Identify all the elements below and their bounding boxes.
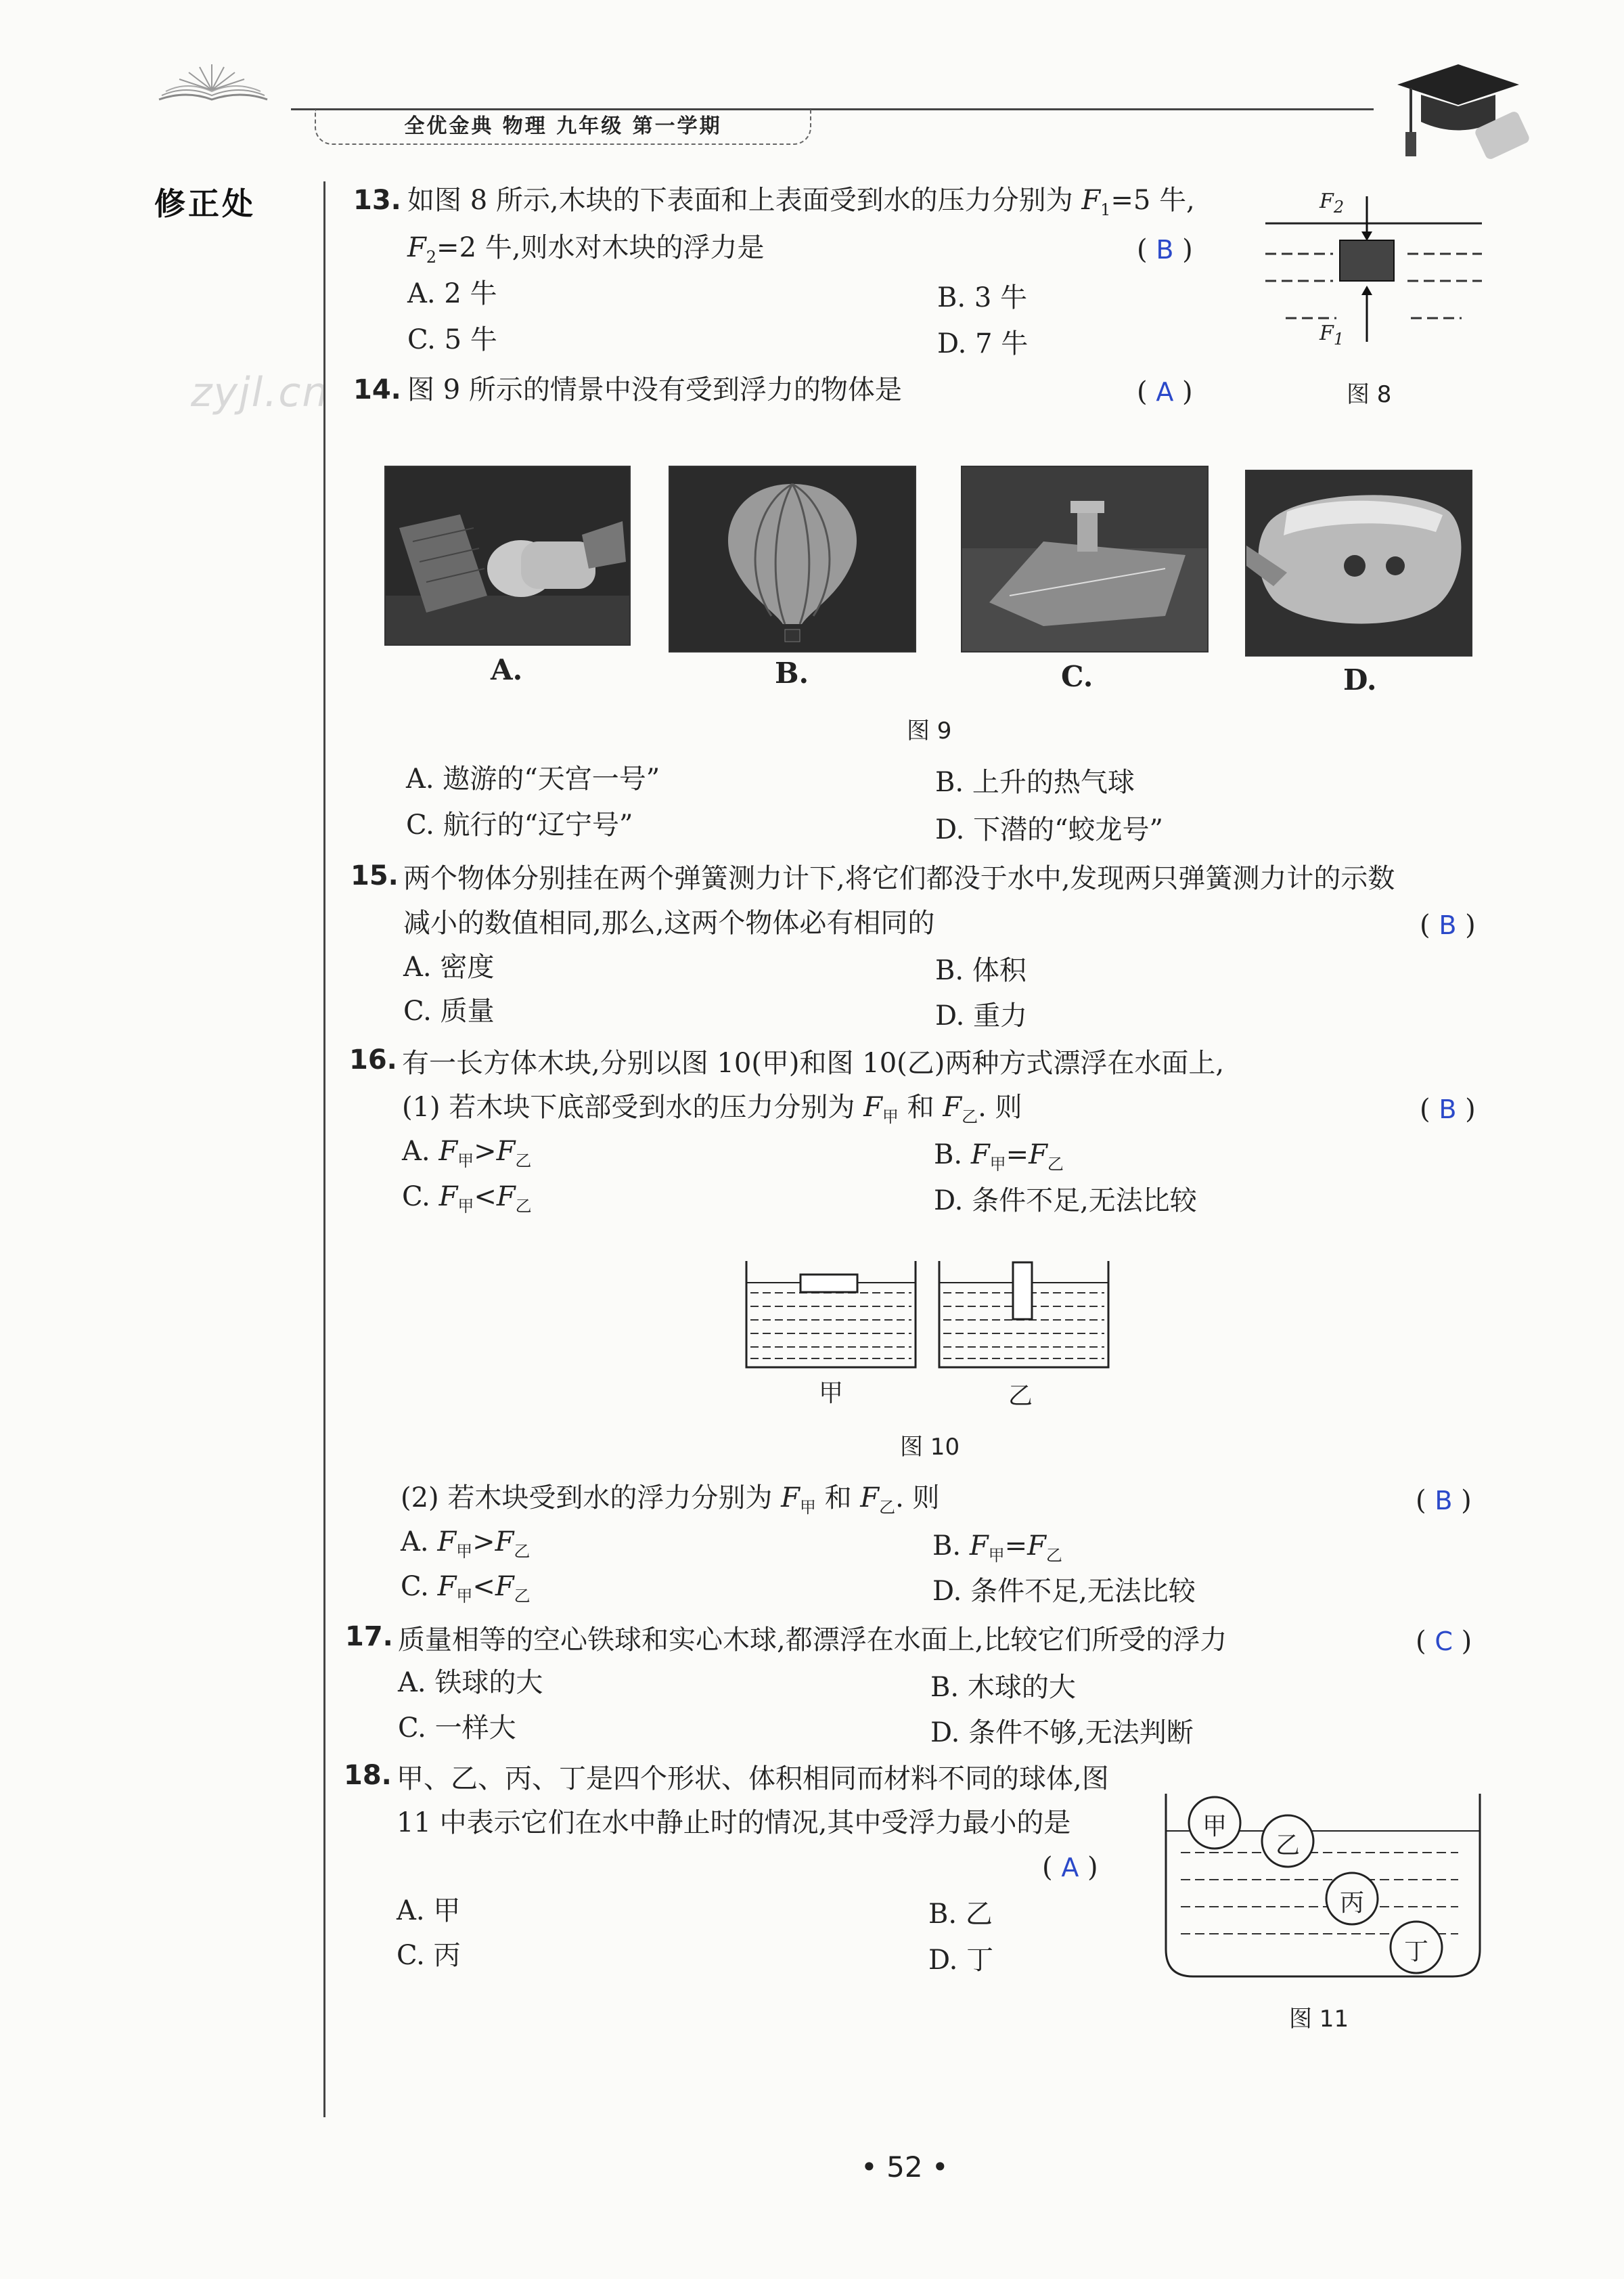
q16-sub2-option-c: C. $F_甲<F_乙$ <box>401 1571 531 1606</box>
q18-option-c: C. 丙 <box>397 1940 461 1971</box>
jiaolong-submersible-photo <box>1245 470 1472 657</box>
q13-stem-line2: $F_2=2$ 牛,则水对木块的浮力是 <box>407 232 765 267</box>
q17-number: 17. <box>345 1621 393 1652</box>
q18-number: 18. <box>344 1760 392 1791</box>
q15-answer: ( B ) <box>1420 910 1476 941</box>
book-title: 全优金典 物理 九年级 第一学期 <box>315 110 811 145</box>
q15-option-b: B. 体积 <box>935 955 1027 986</box>
photo-label-b: B. <box>775 657 809 690</box>
q16-sub1-option-c: C. $F_甲<F_乙$ <box>402 1181 532 1216</box>
q15-option-a: A. 密度 <box>403 952 495 983</box>
figure-10-label-jia: 甲 <box>819 1379 844 1407</box>
q16-sub1-stem: (1) 若木块下底部受到水的压力分别为 $F_甲$ 和 $F_乙$. 则 <box>402 1092 1022 1126</box>
figure-11-caption: 图 11 <box>1289 2006 1349 2033</box>
figure-10-diagram <box>741 1256 1120 1374</box>
q17-option-d: D. 条件不够,无法判断 <box>930 1717 1194 1748</box>
q13-option-b: B. 3 牛 <box>937 282 1027 313</box>
figure-8-diagram <box>1259 190 1489 359</box>
watermark: zyjl.cn <box>191 369 330 416</box>
figure-8-label-f2: $F_2$ <box>1320 190 1345 217</box>
q16-sub2-option-b: B. $F_甲=F_乙$ <box>932 1530 1062 1565</box>
q14-option-a: A. 遨游的“天宫一号” <box>406 764 660 795</box>
q15-option-d: D. 重力 <box>935 1000 1028 1032</box>
q17-option-a: A. 铁球的大 <box>398 1667 543 1698</box>
q15-number: 15. <box>351 860 399 891</box>
q14-answer: ( A ) <box>1137 376 1193 407</box>
photo-label-c: C. <box>1061 660 1093 693</box>
aircraft-carrier-photo <box>961 466 1209 652</box>
q14-number: 14. <box>353 374 401 405</box>
q16-sub2-answer: ( B ) <box>1416 1485 1472 1516</box>
figure-9-caption: 图 9 <box>907 717 952 745</box>
q13-option-c: C. 5 牛 <box>407 324 497 355</box>
q15-stem-line1: 两个物体分别挂在两个弹簧测力计下,将它们都没于水中,发现两只弹簧测力计的示数 <box>403 863 1395 894</box>
tiangong-satellite-photo <box>384 466 631 646</box>
q17-answer: ( C ) <box>1416 1626 1472 1657</box>
q18-option-d: D. 丁 <box>928 1945 994 1976</box>
ball-label-jia: 甲 <box>1202 1813 1227 1840</box>
q14-option-b: B. 上升的热气球 <box>935 767 1135 798</box>
q16-sub1-option-b: B. $F_甲=F_乙$ <box>934 1139 1064 1174</box>
q18-answer: ( A ) <box>1042 1852 1098 1883</box>
q18-stem-line2: 11 中表示它们在水中静止时的情况,其中受浮力最小的是 <box>397 1807 1071 1838</box>
ball-label-bing: 丙 <box>1340 1889 1365 1917</box>
q15-stem-line2: 减小的数值相同,那么,这两个物体必有相同的 <box>403 908 935 939</box>
q14-option-d: D. 下潜的“蛟龙号” <box>935 814 1163 845</box>
figure-10-caption: 图 10 <box>900 1434 960 1461</box>
photo-label-d: D. <box>1343 663 1377 696</box>
ball-label-yi: 乙 <box>1276 1832 1301 1859</box>
q13-option-d: D. 7 牛 <box>937 328 1029 359</box>
q16-sub2-option-d: D. 条件不足,无法比较 <box>932 1576 1196 1607</box>
q18-option-a: A. 甲 <box>397 1895 461 1926</box>
graduation-cap-icon <box>1384 58 1539 159</box>
q17-stem: 质量相等的空心铁球和实心木球,都漂浮在水面上,比较它们所受的浮力 <box>398 1624 1227 1656</box>
q13-answer: ( B ) <box>1137 234 1193 265</box>
q18-stem-line1: 甲、乙、丙、丁是四个形状、体积相同而材料不同的球体,图 <box>397 1763 1109 1794</box>
q14-stem: 图 9 所示的情景中没有受到浮力的物体是 <box>407 374 902 405</box>
q16-sub1-option-a: A. $F_甲>F_乙$ <box>402 1136 532 1170</box>
page-number: • 52 • <box>861 2150 949 2184</box>
q16-sub2-option-a: A. $F_甲>F_乙$ <box>401 1526 531 1561</box>
q13-stem-line1: 如图 8 所示,木块的下表面和上表面受到水的压力分别为 $F_1=5$ 牛, <box>407 185 1195 219</box>
open-book-icon <box>152 58 274 112</box>
q14-option-c: C. 航行的“辽宁号” <box>406 810 633 841</box>
hot-air-balloon-photo <box>669 466 916 652</box>
ball-label-ding: 丁 <box>1404 1938 1429 1966</box>
q16-sub1-answer: ( B ) <box>1420 1094 1476 1125</box>
q18-option-b: B. 乙 <box>928 1899 993 1930</box>
figure-10-label-yi: 乙 <box>1008 1382 1033 1410</box>
margin-rule <box>323 181 325 2117</box>
margin-label: 修正处 <box>154 185 256 222</box>
figure-8-caption: 图 8 <box>1347 381 1392 408</box>
q17-option-c: C. 一样大 <box>398 1712 516 1744</box>
q16-number: 16. <box>349 1044 397 1076</box>
q17-option-b: B. 木球的大 <box>930 1672 1076 1703</box>
q16-sub2-stem: (2) 若木块受到水的浮力分别为 $F_甲$ 和 $F_乙$. 则 <box>401 1482 940 1517</box>
q16-stem: 有一长方体木块,分别以图 10(甲)和图 10(乙)两种方式漂浮在水面上, <box>402 1048 1225 1079</box>
q16-sub1-option-d: D. 条件不足,无法比较 <box>934 1185 1197 1216</box>
q13-number: 13. <box>353 185 401 216</box>
q13-option-a: A. 2 牛 <box>407 278 497 309</box>
q15-option-c: C. 质量 <box>403 996 495 1027</box>
figure-8-label-f1: $F_1$ <box>1320 322 1345 349</box>
photo-label-a: A. <box>491 653 523 686</box>
